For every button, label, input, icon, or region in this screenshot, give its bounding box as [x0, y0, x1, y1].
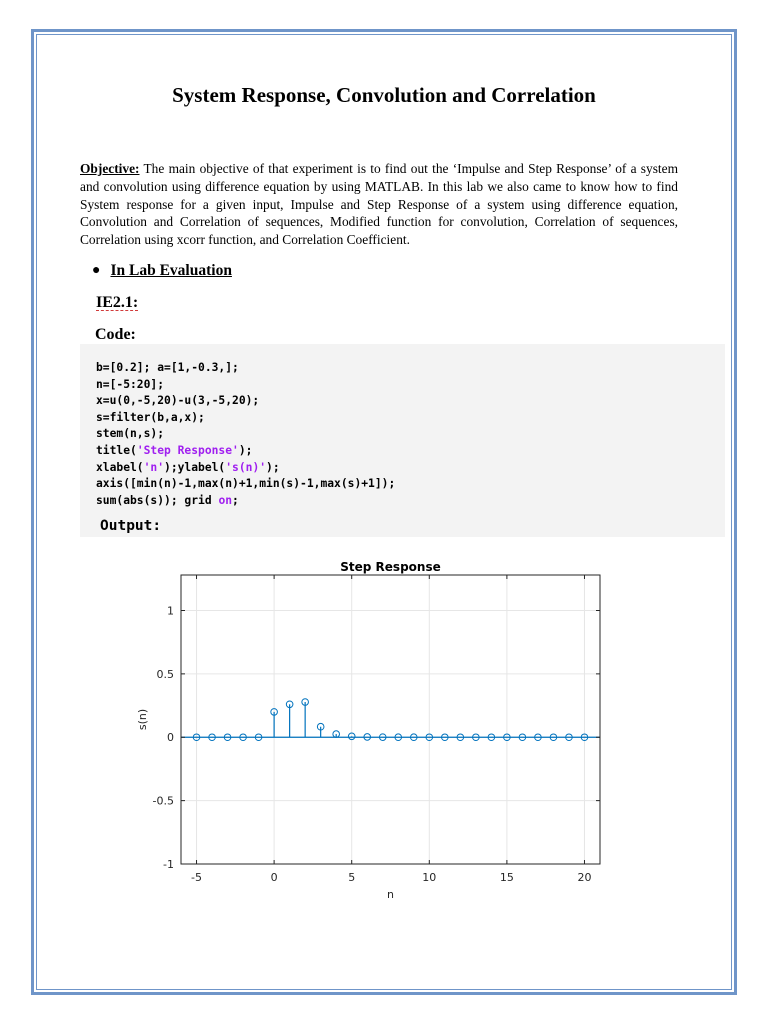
code-token: ;: [232, 493, 239, 507]
code-token: 's(n)': [225, 460, 267, 474]
objective-label: Objective:: [80, 161, 140, 176]
x-tick-label: 10: [422, 871, 437, 884]
code-token: axis([min(n)-1,max(n)+1,min(s)-1,max(s)+1]);: [96, 477, 396, 491]
code-label: Code:: [95, 326, 136, 343]
code-token: on: [218, 493, 233, 507]
code-token: b=[0.2]; a=[1,-0.3,];: [96, 361, 239, 374]
x-tick-label: 0: [270, 871, 278, 884]
y-tick-label: 1: [167, 604, 174, 618]
code-token: stem(n,s);: [96, 427, 165, 441]
code-line: [96, 460, 395, 477]
bullet-item: [92, 262, 232, 280]
code-listing: [96, 360, 395, 509]
code-line: [96, 426, 395, 443]
y-tick-label: 0: [167, 731, 174, 745]
y-tick-label: -1: [163, 858, 174, 871]
code-token: 'n': [143, 460, 165, 474]
code-line: [96, 443, 395, 460]
step-response-chart: [130, 552, 610, 907]
y-tick-label: 0.5: [156, 667, 174, 681]
code-line: [96, 493, 395, 510]
y-tick-label: -0.5: [152, 794, 174, 808]
x-axis-label: n: [387, 888, 394, 901]
code-token: );ylabel(: [164, 460, 226, 474]
code-token: );: [238, 443, 253, 457]
code-token: xlabel(: [96, 460, 144, 474]
chart-title: Step Response: [340, 560, 441, 574]
section-heading: IE2.1:: [96, 294, 139, 311]
objective-paragraph: [80, 160, 678, 249]
objective-text: The main objective of that experiment is to find out the ‘Impulse and Step Response’ of a system and convolution using difference equation by using MATLAB. In this lab we also came to know how to find System response for a given input, Impulse and Step Response of a system using difference equation, Convolution and Correlation of sequences, Modified function for convolution, Correlation of sequences, Correlation using xcorr function, and Correlation Coefficient.: [80, 161, 678, 248]
code-line: [96, 476, 395, 493]
code-token: title(: [96, 443, 137, 457]
code-token: );: [266, 460, 280, 474]
code-token: s=filter(b,a,x);: [96, 410, 205, 424]
output-label: Output:: [100, 518, 162, 534]
document-title: System Response, Convolution and Correlation: [172, 83, 596, 107]
code-line: [96, 377, 395, 394]
code-token: 'Step Response': [136, 443, 239, 457]
bullet-icon: ●: [92, 263, 101, 278]
x-tick-label: -5: [191, 871, 203, 884]
code-token: sum(abs(s)); grid: [96, 493, 219, 507]
code-line: [96, 393, 395, 410]
bullet-heading: In Lab Evaluation: [110, 262, 232, 279]
x-tick-label: 20: [577, 871, 592, 884]
code-line: [96, 360, 395, 377]
code-line: [96, 410, 395, 427]
x-tick-label: 15: [499, 871, 514, 884]
code-token: n=[-5:20];: [96, 377, 165, 391]
y-axis-label: s(n): [136, 708, 149, 731]
plot-area: [181, 575, 600, 864]
x-tick-label: 5: [348, 871, 356, 884]
code-token: x=u(0,-5,20)-u(3,-5,20);: [96, 394, 260, 408]
